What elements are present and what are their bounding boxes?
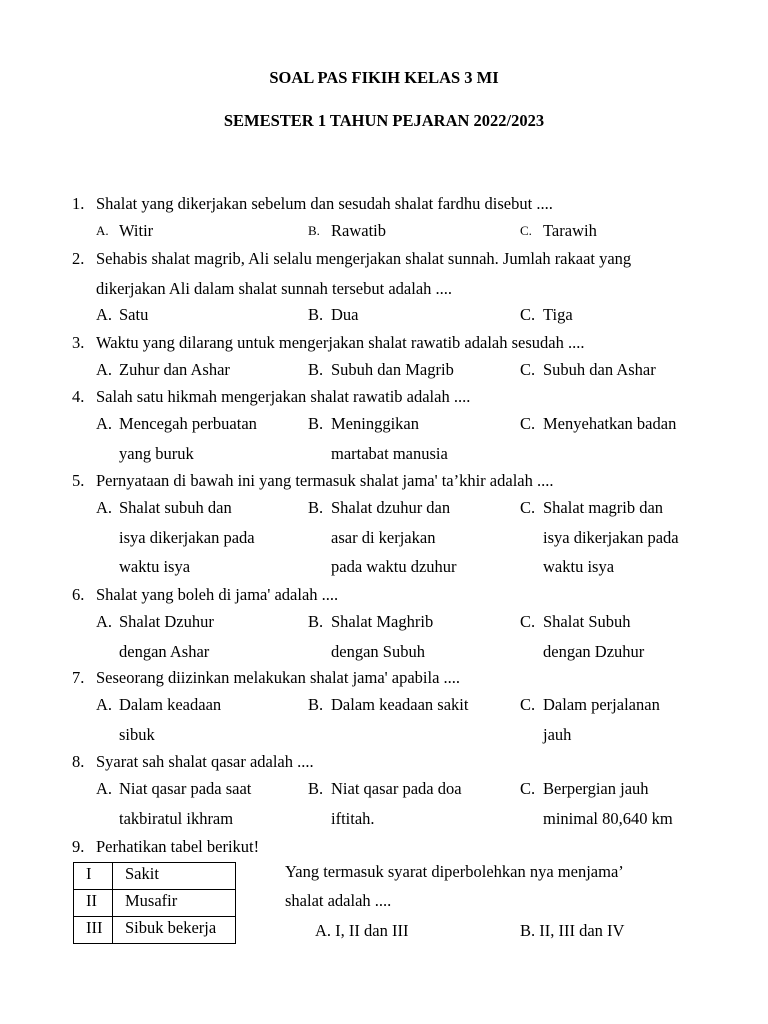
table-cell-roman: I — [74, 863, 113, 890]
option-label: C. — [520, 414, 536, 433]
option-text: Dalam keadaan — [119, 695, 222, 714]
option-text: Satu — [119, 305, 149, 324]
option-text: dengan Dzuhur — [543, 641, 645, 661]
option-text: waktu isya — [543, 557, 615, 576]
option-label: C. — [520, 612, 536, 631]
option-label: B. — [308, 779, 324, 798]
table-cell-text: Sibuk bekerja — [113, 917, 236, 944]
question-stem: Seseorang diizinkan melakukan shalat jama' apabila .... — [96, 668, 461, 687]
option-label: B. — [308, 612, 324, 631]
option-text: Shalat magrib dan — [543, 498, 664, 517]
option-text: Dua — [331, 305, 359, 324]
question-number: 4. — [72, 387, 85, 406]
option-text: takbiratul ikhram — [119, 808, 234, 828]
option-text: Witir — [119, 221, 154, 240]
question-stem: Sehabis shalat magrib, Ali selalu mengerjakan shalat sunnah. Jumlah rakaat yang — [96, 249, 632, 268]
option-label: A. — [96, 779, 113, 798]
option-text: Mencegah perbuatan — [119, 414, 257, 433]
option-text: Subuh dan Magrib — [331, 360, 454, 379]
q9-question-line-1: Yang termasuk syarat diperbolehkan nya menjama’ — [285, 862, 624, 881]
option-text: iftitah. — [331, 808, 375, 828]
option-label: B. — [520, 921, 536, 940]
option-text: I, II dan III — [335, 921, 409, 940]
option-text: Meninggikan — [331, 414, 419, 433]
option-label: C. — [520, 498, 536, 517]
option-label: A. — [96, 695, 113, 714]
option-text: Subuh dan Ashar — [543, 360, 656, 379]
question-number: 6. — [72, 585, 85, 604]
option-label: A. — [96, 414, 113, 433]
option-text: dengan Subuh — [331, 641, 425, 661]
option-label: B. — [308, 360, 324, 379]
option-text: waktu isya — [119, 557, 191, 576]
option-label: A. — [96, 360, 113, 379]
option-label: C. — [520, 779, 536, 798]
option-label: A. — [96, 612, 113, 631]
option-text: martabat manusia — [331, 443, 448, 463]
table-row — [74, 863, 236, 890]
question-stem: Shalat yang dikerjakan sebelum dan sesudah shalat fardhu disebut .... — [96, 194, 553, 213]
option-text: pada waktu dzuhur — [331, 557, 457, 576]
question-number: 3. — [72, 333, 85, 352]
option-label: B. — [308, 695, 324, 714]
q9-table — [73, 862, 236, 944]
table-cell-text: Musafir — [113, 890, 236, 917]
option-text: Menyehatkan badan — [543, 414, 677, 433]
option-label: C. — [520, 360, 536, 379]
q9-option-b[interactable] — [520, 921, 624, 941]
question-number: 9. — [72, 837, 85, 856]
option-text: asar di kerjakan — [331, 527, 436, 547]
option-label: C. — [520, 223, 532, 238]
question-stem: Pernyataan di bawah ini yang termasuk shalat jama' ta’khir adalah .... — [96, 471, 554, 490]
option-text: Berpergian jauh — [543, 779, 649, 798]
table-cell-roman: III — [74, 917, 113, 944]
option-text: dengan Ashar — [119, 641, 210, 661]
option-label: A. — [96, 498, 113, 517]
option-text: Tarawih — [543, 221, 597, 240]
option-text: Zuhur dan Ashar — [119, 360, 230, 379]
option-text: Dalam keadaan sakit — [331, 695, 469, 714]
option-text: isya dikerjakan pada — [543, 527, 679, 547]
option-text: Rawatib — [331, 221, 386, 240]
option-text: Tiga — [543, 305, 573, 324]
option-text: jauh — [543, 724, 572, 744]
option-text: Shalat dzuhur dan — [331, 498, 451, 517]
option-text: Shalat Maghrib — [331, 612, 434, 631]
table-row — [74, 917, 236, 944]
option-text: isya dikerjakan pada — [119, 527, 255, 547]
option-label: B. — [308, 223, 320, 238]
option-label: A. — [96, 223, 109, 238]
option-text: minimal 80,640 km — [543, 808, 673, 828]
page-subtitle: SEMESTER 1 TAHUN PEJARAN 2022/2023 — [223, 111, 545, 130]
option-label: B. — [308, 498, 324, 517]
option-text: Dalam perjalanan — [543, 695, 660, 714]
question-stem: Waktu yang dilarang untuk mengerjakan shalat rawatib adalah sesudah .... — [96, 333, 585, 352]
question-stem: Shalat yang boleh di jama' adalah .... — [96, 585, 339, 604]
option-text: Niat qasar pada saat — [119, 779, 252, 798]
question-stem: Salah satu hikmah mengerjakan shalat rawatib adalah .... — [96, 387, 471, 406]
table-cell-roman: II — [74, 890, 113, 917]
question-number: 1. — [72, 194, 85, 213]
option-text: II, III dan IV — [539, 921, 625, 940]
page-title: SOAL PAS FIKIH KELAS 3 MI — [269, 68, 499, 87]
option-text: Shalat Subuh — [543, 612, 631, 631]
table-row — [74, 890, 236, 917]
option-label: B. — [308, 414, 324, 433]
option-text: Shalat Dzuhur — [119, 612, 214, 631]
option-label: A. — [315, 921, 332, 940]
option-label: C. — [520, 305, 536, 324]
q9-question-line-2: shalat adalah .... — [285, 891, 392, 910]
option-text: yang buruk — [119, 443, 194, 463]
option-label: C. — [520, 695, 536, 714]
question-number: 2. — [72, 249, 85, 268]
question-number: 5. — [72, 471, 85, 490]
question-stem: Syarat sah shalat qasar adalah .... — [96, 752, 314, 771]
option-label: B. — [308, 305, 324, 324]
question-stem: Perhatikan tabel berikut! — [96, 837, 260, 856]
option-text: Shalat subuh dan — [119, 498, 232, 517]
option-text: sibuk — [119, 724, 155, 744]
question-number: 7. — [72, 668, 85, 687]
option-text: Niat qasar pada doa — [331, 779, 462, 798]
q9-option-a[interactable] — [315, 921, 408, 941]
question-stem: dikerjakan Ali dalam shalat sunnah tersebut adalah .... — [96, 279, 453, 298]
option-label: A. — [96, 305, 113, 324]
question-number: 8. — [72, 752, 85, 771]
table-cell-text: Sakit — [113, 863, 236, 890]
